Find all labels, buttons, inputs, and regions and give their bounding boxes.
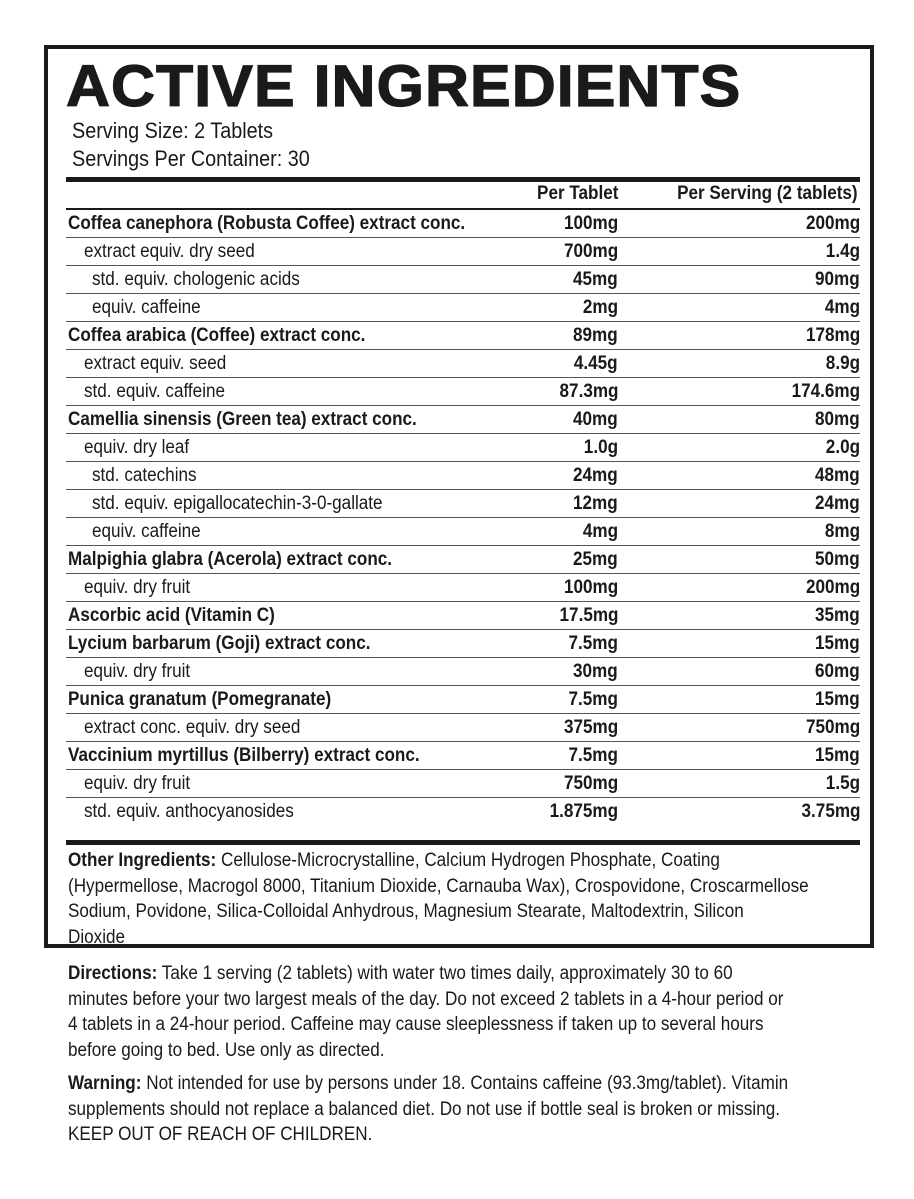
- per-serving-value: 35mg: [815, 605, 860, 626]
- other-ingredients-label: Other Ingredients:: [68, 850, 217, 871]
- directions-text: before going to bed. Use only as directed.: [68, 1039, 385, 1061]
- per-serving-value: 4mg: [824, 297, 860, 318]
- other-ingredients-text: Sodium, Povidone, Silica-Colloidal Anhydrous, Magnesium Stearate, Maltodextrin, Silicon: [68, 901, 744, 922]
- per-serving-value: 178mg: [805, 325, 860, 346]
- table-row: [66, 210, 860, 238]
- table-row: [66, 238, 860, 266]
- per-serving-value: 2.0g: [825, 437, 860, 458]
- per-tablet-value: 40mg: [573, 409, 618, 430]
- per-tablet-value: 100mg: [563, 213, 618, 234]
- per-tablet-value: 87.3mg: [559, 381, 618, 402]
- other-ingredients-text: Dioxide: [68, 926, 126, 948]
- ingredient-name: Coffea canephora (Robusta Coffee) extract conc.: [68, 213, 466, 234]
- ingredient-name: extract equiv. dry seed: [84, 241, 255, 262]
- servings-per-container: Servings Per Container: 30: [72, 146, 310, 171]
- table-row: [66, 406, 860, 434]
- table-row: [66, 350, 860, 378]
- table-row: [66, 434, 860, 462]
- other-ingredients: [68, 848, 860, 950]
- directions: [68, 961, 883, 1063]
- table-row: [66, 742, 860, 770]
- directions-text: minutes before your two largest meals of the day. Do not exceed 2 tablets in a 4-hour period or: [68, 988, 784, 1010]
- ingredient-name: std. catechins: [92, 465, 197, 486]
- table-row: [66, 490, 860, 518]
- column-per-tablet: Per Tablet: [536, 183, 618, 204]
- per-serving-value: 8.9g: [825, 353, 860, 374]
- per-tablet-value: 4.45g: [574, 353, 618, 374]
- per-serving-value: 1.4g: [825, 241, 860, 262]
- table-row: [66, 518, 860, 546]
- table-row: [66, 266, 860, 294]
- other-ingredients-text: (Hypermellose, Macrogol 8000, Titanium Dioxide, Carnauba Wax), Crospovidone, Croscarmellose: [68, 875, 809, 897]
- table-row: [66, 574, 860, 602]
- ingredient-name: extract conc. equiv. dry seed: [84, 717, 301, 738]
- per-tablet-value: 7.5mg: [568, 745, 618, 766]
- per-serving-value: 90mg: [815, 269, 860, 290]
- table-row: [66, 322, 860, 350]
- per-tablet-value: 24mg: [573, 465, 618, 486]
- table-row: [66, 294, 860, 322]
- directions-text: Take 1 serving (2 tablets) with water two times daily, approximately 30 to 60: [157, 963, 733, 984]
- table-row: [66, 630, 860, 658]
- per-tablet-value: 1.875mg: [549, 801, 618, 822]
- ingredient-name: equiv. dry fruit: [84, 661, 191, 682]
- per-tablet-value: 4mg: [582, 521, 618, 542]
- per-serving-value: 48mg: [815, 465, 860, 486]
- table-header: [66, 182, 860, 210]
- ingredient-name: Ascorbic acid (Vitamin C): [68, 605, 275, 626]
- per-serving-value: 174.6mg: [791, 381, 860, 402]
- per-serving-value: 80mg: [815, 409, 860, 430]
- warning-text: supplements should not replace a balanced diet. Do not use if bottle seal is broken or missing.: [68, 1098, 780, 1120]
- ingredient-name: extract equiv. seed: [84, 353, 227, 374]
- ingredient-name: Camellia sinensis (Green tea) extract conc.: [68, 409, 417, 430]
- per-tablet-value: 700mg: [563, 241, 618, 262]
- table-row: [66, 658, 860, 686]
- per-tablet-value: 7.5mg: [568, 633, 618, 654]
- serving-size: Serving Size: 2 Tablets: [72, 118, 274, 143]
- per-tablet-value: 45mg: [573, 269, 618, 290]
- warning: [68, 1071, 883, 1148]
- per-tablet-value: 7.5mg: [568, 689, 618, 710]
- ingredient-name: std. equiv. anthocyanosides: [84, 801, 294, 822]
- per-serving-value: 60mg: [815, 661, 860, 682]
- table-row: [66, 378, 860, 406]
- table-bottom-rule: [66, 840, 860, 845]
- warning-label: Warning:: [68, 1073, 142, 1094]
- per-tablet-value: 375mg: [563, 717, 618, 738]
- ingredient-name: Punica granatum (Pomegranate): [68, 689, 332, 710]
- column-per-serving: Per Serving (2 tablets): [677, 183, 858, 204]
- table-row: [66, 714, 860, 742]
- ingredient-name: equiv. caffeine: [92, 297, 201, 318]
- directions-text: 4 tablets in a 24-hour period. Caffeine may cause sleeplessness if taken up to several hours: [68, 1014, 764, 1035]
- ingredient-name: Lycium barbarum (Goji) extract conc.: [68, 633, 371, 654]
- ingredient-name: std. equiv. epigallocatechin-3-0-gallate: [92, 493, 383, 514]
- ingredient-name: equiv. dry leaf: [84, 437, 190, 458]
- per-tablet-value: 25mg: [573, 549, 618, 570]
- per-serving-value: 3.75mg: [801, 801, 860, 822]
- per-tablet-value: 12mg: [573, 493, 618, 514]
- per-serving-value: 1.5g: [825, 773, 860, 794]
- per-tablet-value: 2mg: [582, 297, 618, 318]
- table-row: [66, 770, 860, 798]
- per-serving-value: 750mg: [805, 717, 860, 738]
- per-serving-value: 24mg: [815, 493, 860, 514]
- directions-label: Directions:: [68, 963, 158, 984]
- per-tablet-value: 750mg: [563, 773, 618, 794]
- warning-text: Not intended for use by persons under 18. Contains caffeine (93.3mg/tablet). Vitamin: [141, 1073, 789, 1094]
- per-serving-value: 15mg: [815, 745, 860, 766]
- ingredient-name: equiv. dry fruit: [84, 773, 191, 794]
- page-title: ACTIVE INGREDIENTS: [66, 54, 742, 119]
- table-row: [66, 462, 860, 490]
- per-tablet-value: 30mg: [573, 661, 618, 682]
- warning-text: KEEP OUT OF REACH OF CHILDREN.: [68, 1124, 373, 1145]
- other-ingredients-text: Cellulose-Microcrystalline, Calcium Hydrogen Phosphate, Coating: [216, 850, 720, 871]
- per-serving-value: 200mg: [805, 213, 860, 234]
- per-serving-value: 15mg: [815, 689, 860, 710]
- per-serving-value: 8mg: [824, 521, 860, 542]
- per-tablet-value: 89mg: [573, 325, 618, 346]
- per-tablet-value: 17.5mg: [559, 605, 618, 626]
- ingredients-table: [66, 182, 860, 826]
- ingredient-name: equiv. dry fruit: [84, 577, 191, 598]
- per-serving-value: 200mg: [805, 577, 860, 598]
- ingredient-name: std. equiv. chologenic acids: [92, 269, 300, 290]
- table-row: [66, 546, 860, 574]
- ingredient-name: Coffea arabica (Coffee) extract conc.: [68, 325, 366, 346]
- table-row: [66, 686, 860, 714]
- ingredient-name: Vaccinium myrtillus (Bilberry) extract conc.: [68, 745, 420, 766]
- per-tablet-value: 1.0g: [583, 437, 618, 458]
- table-row: [66, 602, 860, 630]
- per-tablet-value: 100mg: [563, 577, 618, 598]
- ingredient-name: equiv. caffeine: [92, 521, 201, 542]
- ingredient-name: std. equiv. caffeine: [84, 381, 226, 402]
- per-serving-value: 50mg: [815, 549, 860, 570]
- table-row: [66, 798, 860, 826]
- ingredient-name: Malpighia glabra (Acerola) extract conc.: [68, 549, 393, 570]
- per-serving-value: 15mg: [815, 633, 860, 654]
